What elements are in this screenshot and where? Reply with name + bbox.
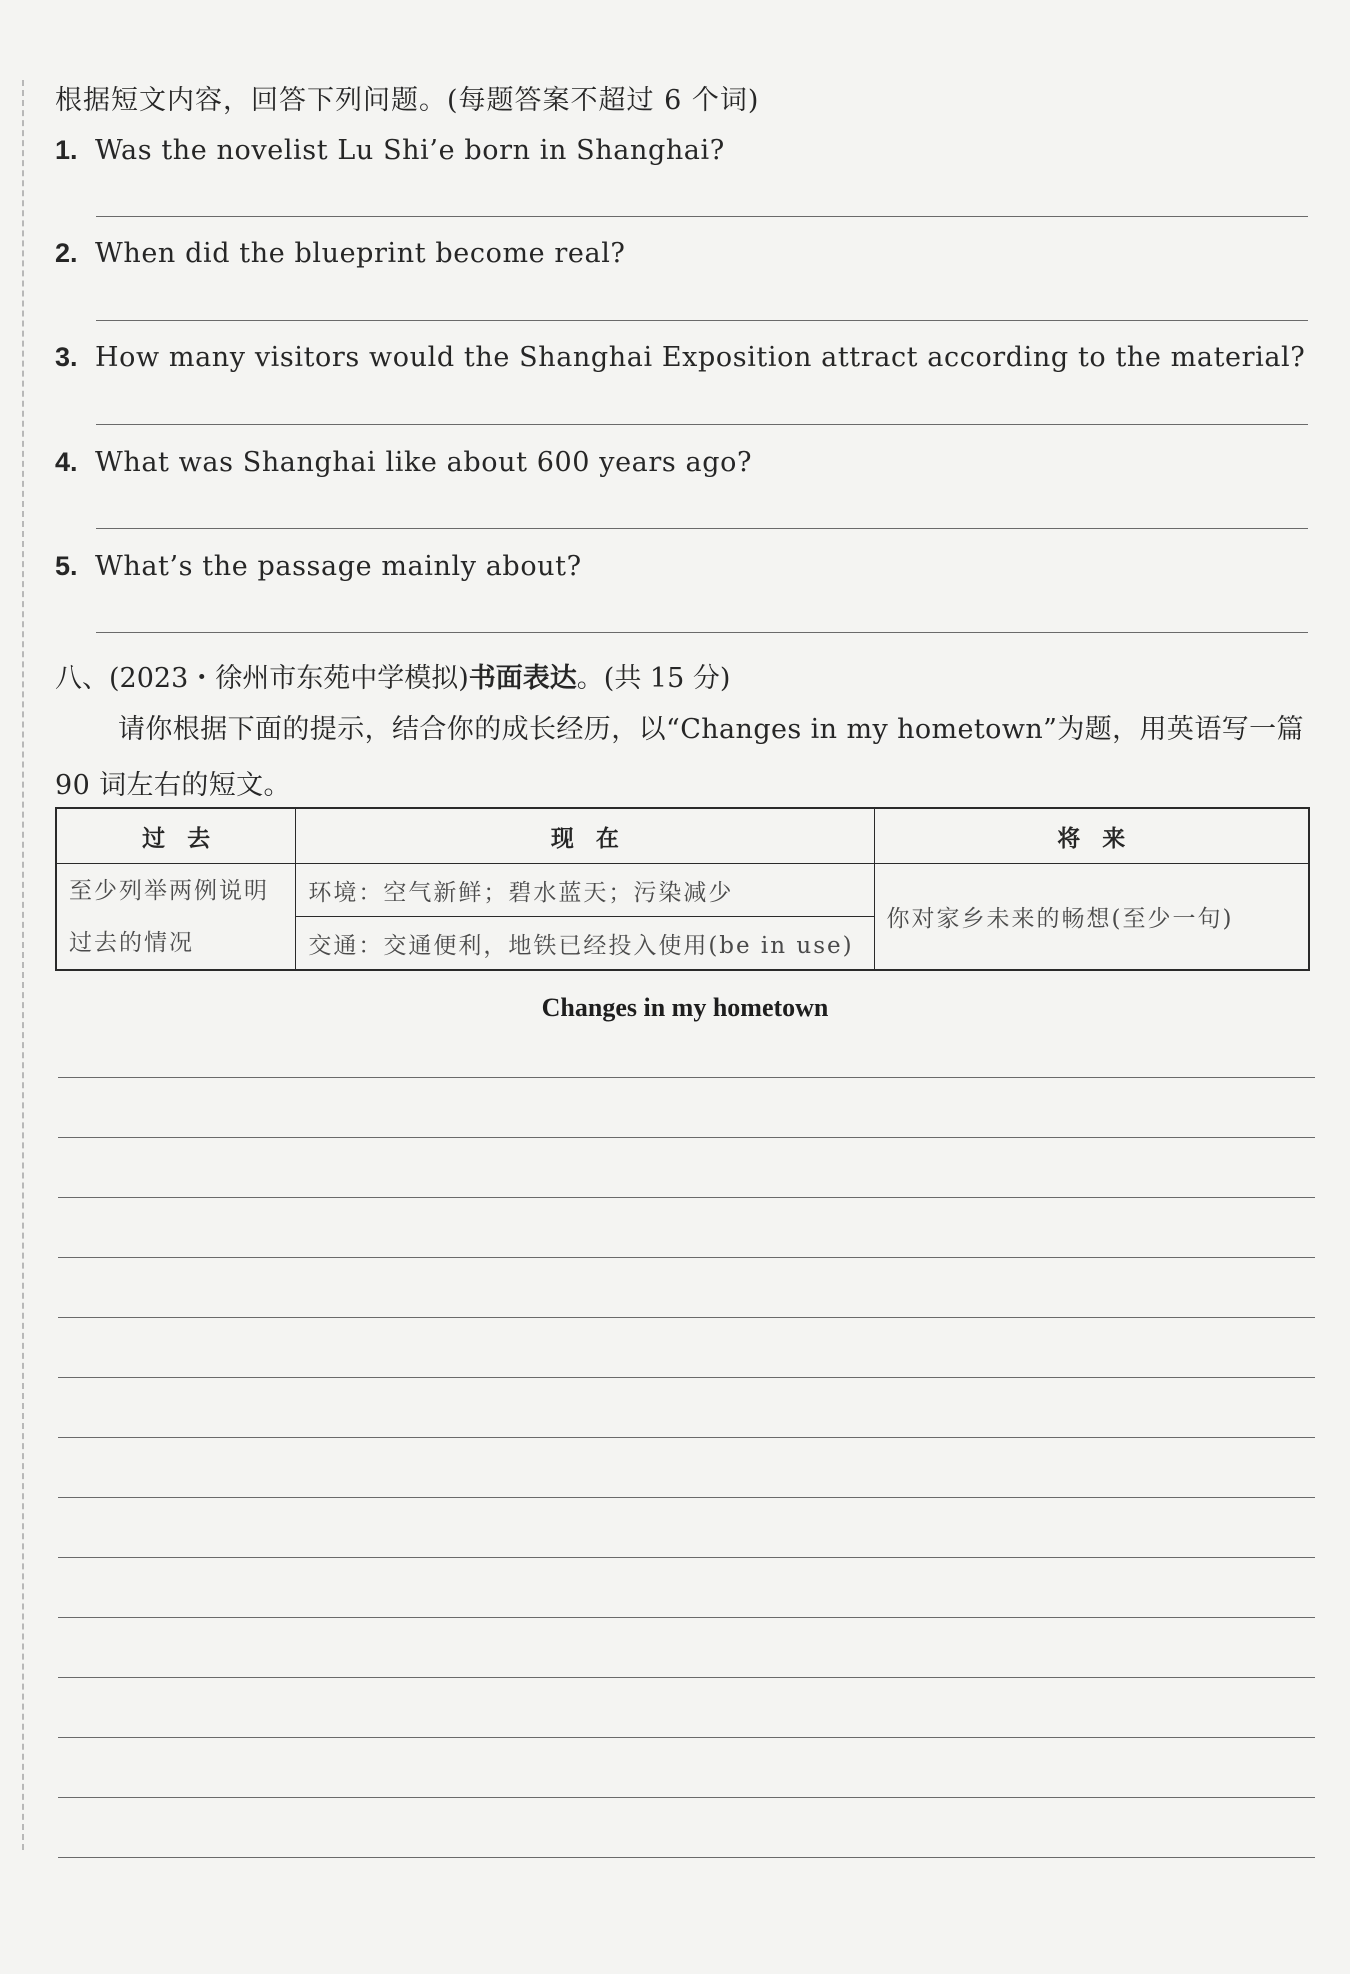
- writing-section-heading: [55, 656, 730, 695]
- hint-table-header-row: [56, 808, 1309, 864]
- cell-future: 你对家乡未来的畅想(至少一句): [874, 864, 1309, 971]
- question-number: 2.: [55, 238, 78, 268]
- question-number: 5.: [55, 551, 78, 581]
- question-5: [55, 551, 582, 582]
- question-text: When did the blueprint become real?: [95, 238, 626, 269]
- question-number: 1.: [55, 135, 78, 165]
- question-text: How many visitors would the Shanghai Exposition attract according to the material?: [95, 342, 1306, 373]
- question-3: [55, 342, 1305, 373]
- answer-line-5[interactable]: [96, 632, 1308, 633]
- writing-prompt: 请你根据下面的提示，结合你的成长经历，以“Changes in my hometown”为题，用英语写一篇 90 词左右的短文。: [55, 714, 1304, 801]
- hint-table-row: [56, 864, 1309, 917]
- writing-line[interactable]: [58, 1857, 1315, 1858]
- section-prefix: 八、(2023・徐州市东苑中学模拟): [55, 663, 469, 694]
- answer-line-2[interactable]: [96, 320, 1308, 321]
- writing-line[interactable]: [58, 1797, 1315, 1798]
- writing-line[interactable]: [58, 1197, 1315, 1198]
- writing-line[interactable]: [58, 1677, 1315, 1678]
- question-number: 4.: [55, 447, 78, 477]
- answer-line-4[interactable]: [96, 528, 1308, 529]
- reading-instructions: 根据短文内容，回答下列问题。(每题答案不超过 6 个词): [55, 85, 760, 116]
- question-text: What’s the passage mainly about?: [95, 551, 582, 582]
- essay-title: Changes in my hometown: [541, 993, 829, 1022]
- section-points: 。(共 15 分): [576, 663, 731, 694]
- header-past: 过去: [56, 808, 296, 864]
- header-present: 现在: [296, 808, 874, 864]
- hint-table: [55, 807, 1310, 971]
- writing-line[interactable]: [58, 1617, 1315, 1618]
- writing-line[interactable]: [58, 1137, 1315, 1138]
- question-text: What was Shanghai like about 600 years ago?: [95, 447, 753, 478]
- writing-line[interactable]: [58, 1257, 1315, 1258]
- question-2: [55, 238, 626, 269]
- question-4: [55, 447, 752, 478]
- writing-line[interactable]: [58, 1437, 1315, 1438]
- section-title: 书面表达: [468, 663, 577, 694]
- cell-present-environment: 环境：空气新鲜；碧水蓝天；污染减少: [296, 864, 874, 917]
- answer-line-1[interactable]: [96, 216, 1308, 217]
- writing-line[interactable]: [58, 1377, 1315, 1378]
- writing-line[interactable]: [58, 1737, 1315, 1738]
- writing-line[interactable]: [58, 1557, 1315, 1558]
- answer-line-3[interactable]: [96, 424, 1308, 425]
- writing-line[interactable]: [58, 1077, 1315, 1078]
- cell-past: 至少列举两例说明过去的情况: [56, 864, 296, 971]
- writing-line[interactable]: [58, 1317, 1315, 1318]
- question-text: Was the novelist Lu Shi’e born in Shanghai?: [95, 135, 725, 166]
- cell-present-transport: 交通：交通便利，地铁已经投入使用(be in use): [296, 917, 874, 971]
- writing-line[interactable]: [58, 1497, 1315, 1498]
- question-number: 3.: [55, 342, 78, 372]
- header-future: 将来: [874, 808, 1309, 864]
- question-1: [55, 135, 725, 166]
- margin-rule: [22, 80, 24, 1850]
